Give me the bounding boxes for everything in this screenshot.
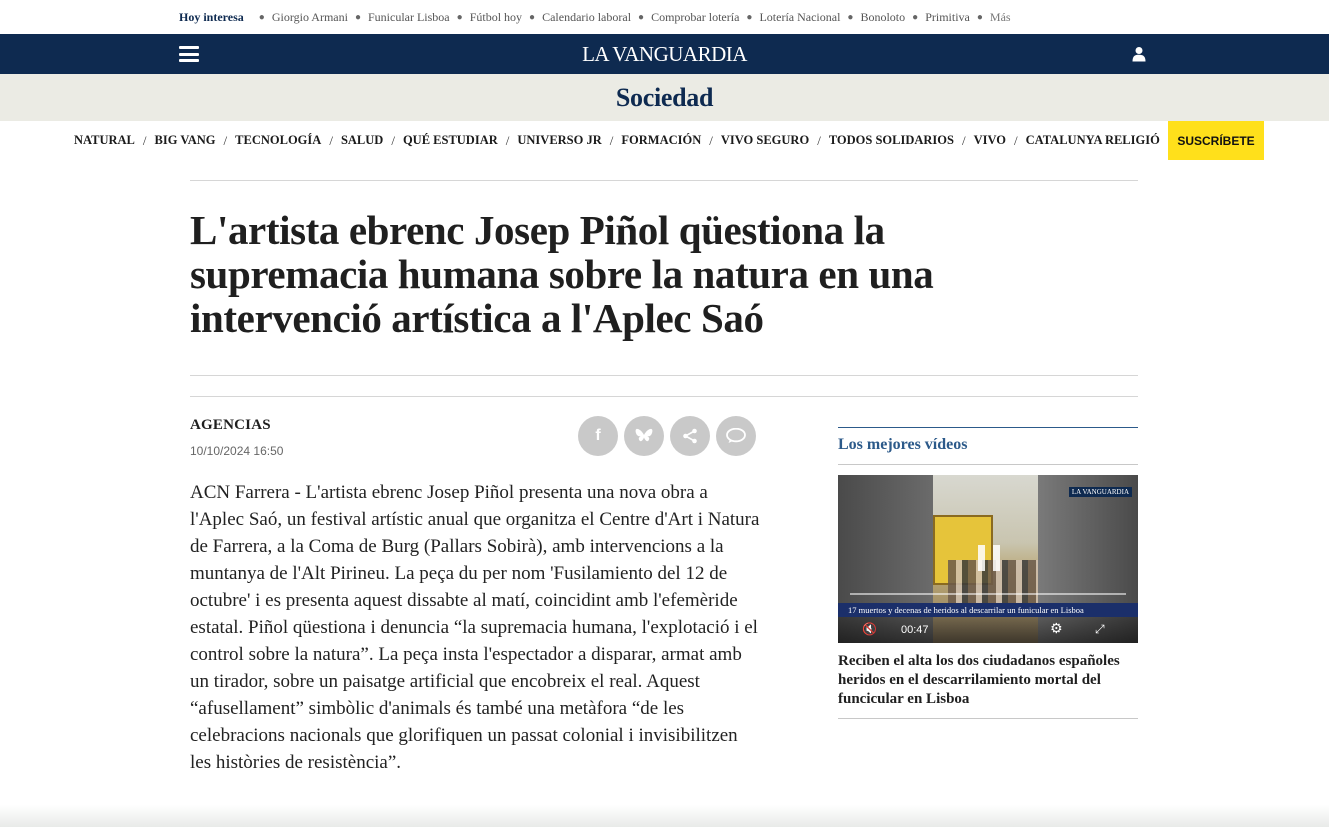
site-logo[interactable]: LA VANGUARDIA (582, 41, 747, 66)
separator: / (142, 132, 147, 148)
trending-bar (0, 0, 1329, 34)
trending-link-2[interactable]: Fútbol hoy (469, 9, 523, 24)
section-bar (0, 74, 1329, 121)
share-icon (682, 428, 698, 444)
bullet: ● (847, 11, 854, 23)
user-icon[interactable] (1131, 46, 1147, 62)
bluesky-icon (635, 428, 653, 444)
video-time: 00:47 (901, 624, 929, 636)
subnav-item-todos-solidarios[interactable]: TODOS SOLIDARIOS (828, 133, 954, 147)
subnav-item-vivo[interactable]: VIVO (973, 133, 1007, 147)
separator: / (1014, 132, 1018, 148)
fullscreen-icon[interactable]: ⤢ (1095, 622, 1105, 636)
bluesky-share-button[interactable] (624, 416, 664, 456)
separator: / (223, 132, 228, 148)
separator: / (709, 132, 713, 148)
top-nav-bar (0, 34, 1329, 74)
article-date: 10/10/2024 16:50 (190, 444, 284, 458)
separator: / (961, 132, 966, 148)
hamburger-menu-icon[interactable] (179, 46, 199, 62)
separator: / (505, 132, 510, 148)
separator: / (329, 132, 333, 148)
subnav-item-big-vang[interactable]: BIG VANG (154, 133, 216, 147)
divider (838, 427, 1138, 428)
gear-icon[interactable]: ⚙ (1050, 621, 1063, 637)
separator: / (391, 132, 395, 148)
bullet: ● (638, 11, 645, 23)
bullet: ● (746, 11, 753, 23)
section-subnav (0, 121, 1329, 160)
mute-icon[interactable]: 🔇 (862, 622, 877, 636)
bullet: ● (529, 11, 536, 23)
trending-link-3[interactable]: Calendario laboral (542, 9, 632, 24)
facebook-share-button[interactable] (578, 416, 618, 456)
video-player[interactable] (838, 475, 1138, 643)
share-button[interactable] (670, 416, 710, 456)
article-headline: L'artista ebrenc Josep Piñol qüestiona la supremacia humana sobre la natura en una intervenció artística a l'Aplec Saó (190, 207, 934, 341)
bullet: ● (912, 11, 919, 23)
trending-link-6[interactable]: Bonoloto (860, 9, 906, 24)
separator: / (609, 132, 614, 148)
comment-icon (726, 428, 746, 444)
subnav-item-salud[interactable]: SALUD (340, 133, 384, 147)
subscribe-button[interactable]: SUSCRÍBETE (1168, 121, 1264, 160)
video-logo: LA VANGUARDIA (1069, 487, 1132, 497)
separator: / (817, 132, 821, 148)
videos-section-title[interactable]: Los mejores vídeos (838, 436, 968, 453)
comments-button[interactable] (716, 416, 756, 456)
article-author[interactable]: AGENCIAS (190, 417, 271, 433)
video-progress-bar[interactable] (850, 593, 1126, 595)
facebook-icon: f (595, 427, 601, 444)
trending-lead: Hoy interesa (179, 9, 244, 24)
trending-more-link[interactable]: Más (989, 9, 1011, 24)
subnav-item-natural[interactable]: NATURAL (74, 133, 135, 147)
bullet: ● (976, 11, 983, 23)
video-title-link[interactable]: Reciben el alta los dos ciudadanos españoles heridos en el descarrilamiento mortal del funcicular en Lisboa (838, 653, 1120, 707)
video-caption: 17 muertos y decenas de heridos al descarrilar un funicular en Lisboa (838, 603, 1138, 617)
subnav-item-universo-jr[interactable]: UNIVERSO JR (517, 133, 602, 147)
divider (190, 180, 1138, 181)
pause-icon[interactable] (978, 545, 1000, 571)
divider (190, 375, 1138, 376)
trending-link-7[interactable]: Primitiva (925, 9, 970, 24)
divider (838, 718, 1138, 719)
trending-link-4[interactable]: Comprobar lotería (651, 9, 740, 24)
subnav-item-formacion[interactable]: FORMACIÓN (621, 133, 702, 147)
bullet: ● (258, 11, 265, 23)
divider (190, 396, 1138, 397)
bullet: ● (354, 11, 361, 23)
article-body: ACN Farrera - L'artista ebrenc Josep Piñol presenta una nova obra a l'Aplec Saó, un festival artístic anual que organitza el Centre d'Art i Natura de Farrera, a la Coma de Burg (Pallars Sobirà), amb intervencions a la muntanya de l'Alt Pirineu. La peça du per nom 'Fusilamiento del 12 de octubre' i es presenta aquest dissabte al matí, coincidint amb l'efemèride estatal. Piñol qüestiona i denuncia “la supremacia humana, l'explotació i el control sobre la natura”. La peça insta l'espectador a disparar, armat amb un tirador, sobre un paisatge artificial que encobreix el real. Aquest “afusellament” simbòlic d'animals és també una metàfora “de les celebracions nacionals que glorifiquen un passat colonial i invisibilitzen les històries de resistència”. (190, 482, 760, 773)
bottom-fade (0, 805, 1329, 827)
video-controls (838, 617, 1138, 643)
share-buttons (578, 416, 756, 456)
subnav-item-catalunya-religio[interactable]: CATALUNYA RELIGIÓ (1025, 133, 1160, 147)
section-title[interactable]: Sociedad (615, 82, 714, 112)
subnav-item-que-estudiar[interactable]: QUÉ ESTUDIAR (402, 133, 498, 147)
trending-link-0[interactable]: Giorgio Armani (271, 9, 348, 24)
trending-link-5[interactable]: Lotería Nacional (759, 9, 841, 24)
divider (838, 464, 1138, 465)
subnav-item-tecnologia[interactable]: TECNOLOGÍA (235, 133, 322, 147)
bullet: ● (456, 11, 463, 23)
trending-link-1[interactable]: Funicular Lisboa (367, 9, 450, 24)
subnav-item-vivo-seguro[interactable]: VIVO SEGURO (720, 133, 810, 147)
